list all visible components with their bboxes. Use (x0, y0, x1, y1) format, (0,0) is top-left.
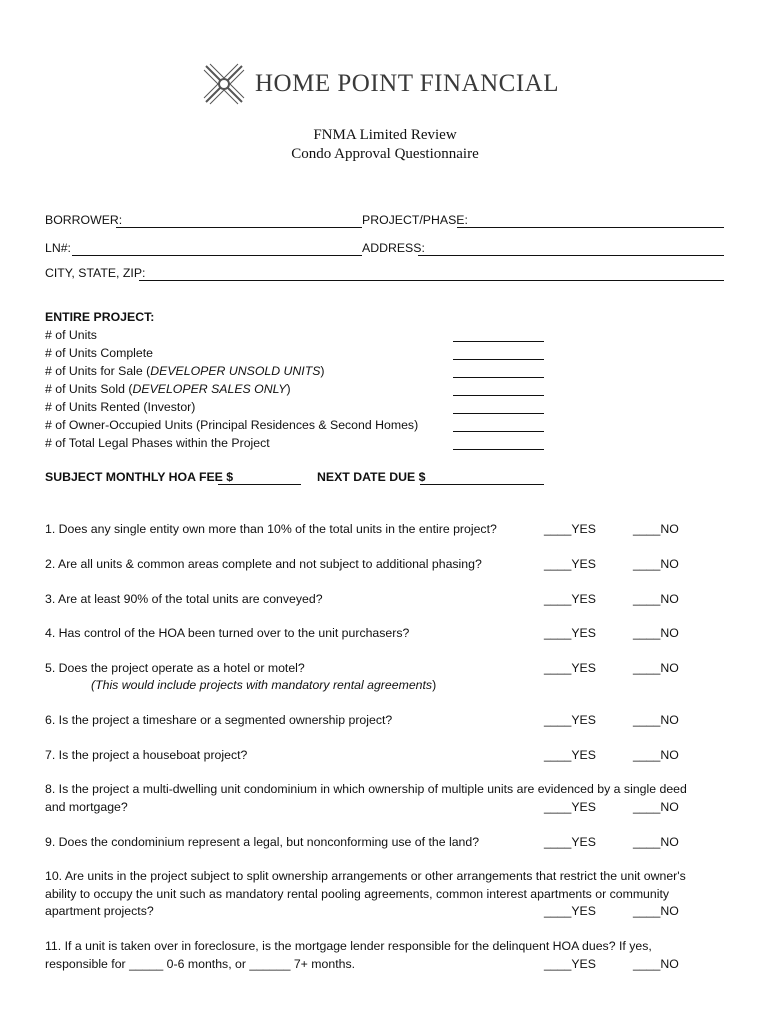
question-11-line1: 11. If a unit is taken over in foreclosure, is the mortgage lender responsible for the delinquent HOA dues? If yes, (45, 939, 652, 953)
project-phase-field[interactable] (457, 227, 724, 228)
question-8-line2: and mortgage? (45, 800, 128, 814)
question-6: 6. Is the project a timeshare or a segmented ownership project? (45, 713, 393, 727)
question-4-yes[interactable]: ____YES (544, 626, 596, 640)
form-title-line2: Condo Approval Questionnaire (291, 146, 479, 162)
question-1-yes[interactable]: ____YES (544, 522, 596, 536)
question-10-no[interactable]: ____NO (633, 904, 679, 918)
question-2-yes[interactable]: ____YES (544, 557, 596, 571)
question-11-line2: responsible for _____ 0-6 months, or ______ 7+ months. (45, 957, 356, 971)
units-rented-field[interactable] (453, 413, 544, 414)
question-10-line2: ability to occupy the unit such as mandatory rental pooling agreements, common interest apartments or community (45, 887, 670, 901)
question-5-no[interactable]: ____NO (633, 661, 679, 675)
units-for-sale-label: # of Units for Sale (DEVELOPER UNSOLD UNITS) (45, 364, 325, 378)
question-5-yes[interactable]: ____YES (544, 661, 596, 675)
units-sold-label: # of Units Sold (DEVELOPER SALES ONLY) (45, 382, 291, 396)
address-field[interactable] (418, 255, 724, 256)
question-3: 3. Are at least 90% of the total units are conveyed? (45, 592, 323, 606)
units-complete-label: # of Units Complete (45, 346, 153, 360)
company-name: HOME POINT FINANCIAL (255, 70, 559, 97)
question-8-line1: 8. Is the project a multi-dwelling unit condominium in which ownership of multiple units are evidenced by a single deed (45, 782, 687, 796)
home-point-x-logo-icon (200, 60, 248, 108)
question-6-no[interactable]: ____NO (633, 713, 679, 727)
question-11-yes[interactable]: ____YES (544, 957, 596, 971)
address-label: ADDRESS: (362, 241, 425, 255)
question-2: 2. Are all units & common areas complete and not subject to additional phasing? (45, 557, 482, 571)
question-10-yes[interactable]: ____YES (544, 904, 596, 918)
question-5-note: (This would include projects with mandatory rental agreements) (91, 678, 437, 692)
owner-occupied-field[interactable] (453, 431, 544, 432)
question-10-line1: 10. Are units in the project subject to split ownership arrangements or other arrangements that restrict the unit owner's (45, 869, 686, 883)
owner-occupied-label: # of Owner-Occupied Units (Principal Residences & Second Homes) (45, 418, 419, 432)
question-8-no[interactable]: ____NO (633, 800, 679, 814)
question-9-yes[interactable]: ____YES (544, 835, 596, 849)
company-logo (200, 60, 248, 111)
borrower-label: BORROWER: (45, 213, 123, 227)
form-title-line1: FNMA Limited Review (313, 127, 457, 143)
ln-field[interactable] (72, 255, 362, 256)
question-3-yes[interactable]: ____YES (544, 592, 596, 606)
legal-phases-field[interactable] (453, 449, 544, 450)
units-count-label: # of Units (45, 328, 97, 342)
legal-phases-label: # of Total Legal Phases within the Project (45, 436, 270, 450)
question-7-no[interactable]: ____NO (633, 748, 679, 762)
question-2-no[interactable]: ____NO (633, 557, 679, 571)
units-rented-label: # of Units Rented (Investor) (45, 400, 196, 414)
hoa-fee-label: SUBJECT MONTHLY HOA FEE $ (45, 470, 234, 484)
question-10-line3: apartment projects? (45, 904, 154, 918)
next-date-due-field[interactable] (420, 484, 544, 485)
city-state-zip-label: CITY, STATE, ZIP: (45, 266, 146, 280)
question-7: 7. Is the project a houseboat project? (45, 748, 248, 762)
question-8-yes[interactable]: ____YES (544, 800, 596, 814)
question-3-no[interactable]: ____NO (633, 592, 679, 606)
question-5: 5. Does the project operate as a hotel or motel? (45, 661, 305, 675)
question-9-no[interactable]: ____NO (633, 835, 679, 849)
units-for-sale-field[interactable] (453, 377, 544, 378)
question-1-no[interactable]: ____NO (633, 522, 679, 536)
question-4: 4. Has control of the HOA been turned over to the unit purchasers? (45, 626, 410, 640)
units-complete-field[interactable] (453, 359, 544, 360)
entire-project-heading: ENTIRE PROJECT: (45, 310, 155, 324)
question-11-no[interactable]: ____NO (633, 957, 679, 971)
next-date-due-label: NEXT DATE DUE $ (317, 470, 426, 484)
question-7-yes[interactable]: ____YES (544, 748, 596, 762)
units-count-field[interactable] (453, 341, 544, 342)
city-state-zip-field[interactable] (139, 280, 724, 281)
project-phase-label: PROJECT/PHASE: (362, 213, 468, 227)
question-1: 1. Does any single entity own more than 10% of the total units in the entire project? (45, 522, 497, 536)
hoa-fee-field[interactable] (218, 484, 301, 485)
question-6-yes[interactable]: ____YES (544, 713, 596, 727)
question-9: 9. Does the condominium represent a legal, but nonconforming use of the land? (45, 835, 480, 849)
question-4-no[interactable]: ____NO (633, 626, 679, 640)
units-sold-field[interactable] (453, 395, 544, 396)
ln-label: LN#: (45, 241, 71, 255)
borrower-field[interactable] (116, 227, 362, 228)
